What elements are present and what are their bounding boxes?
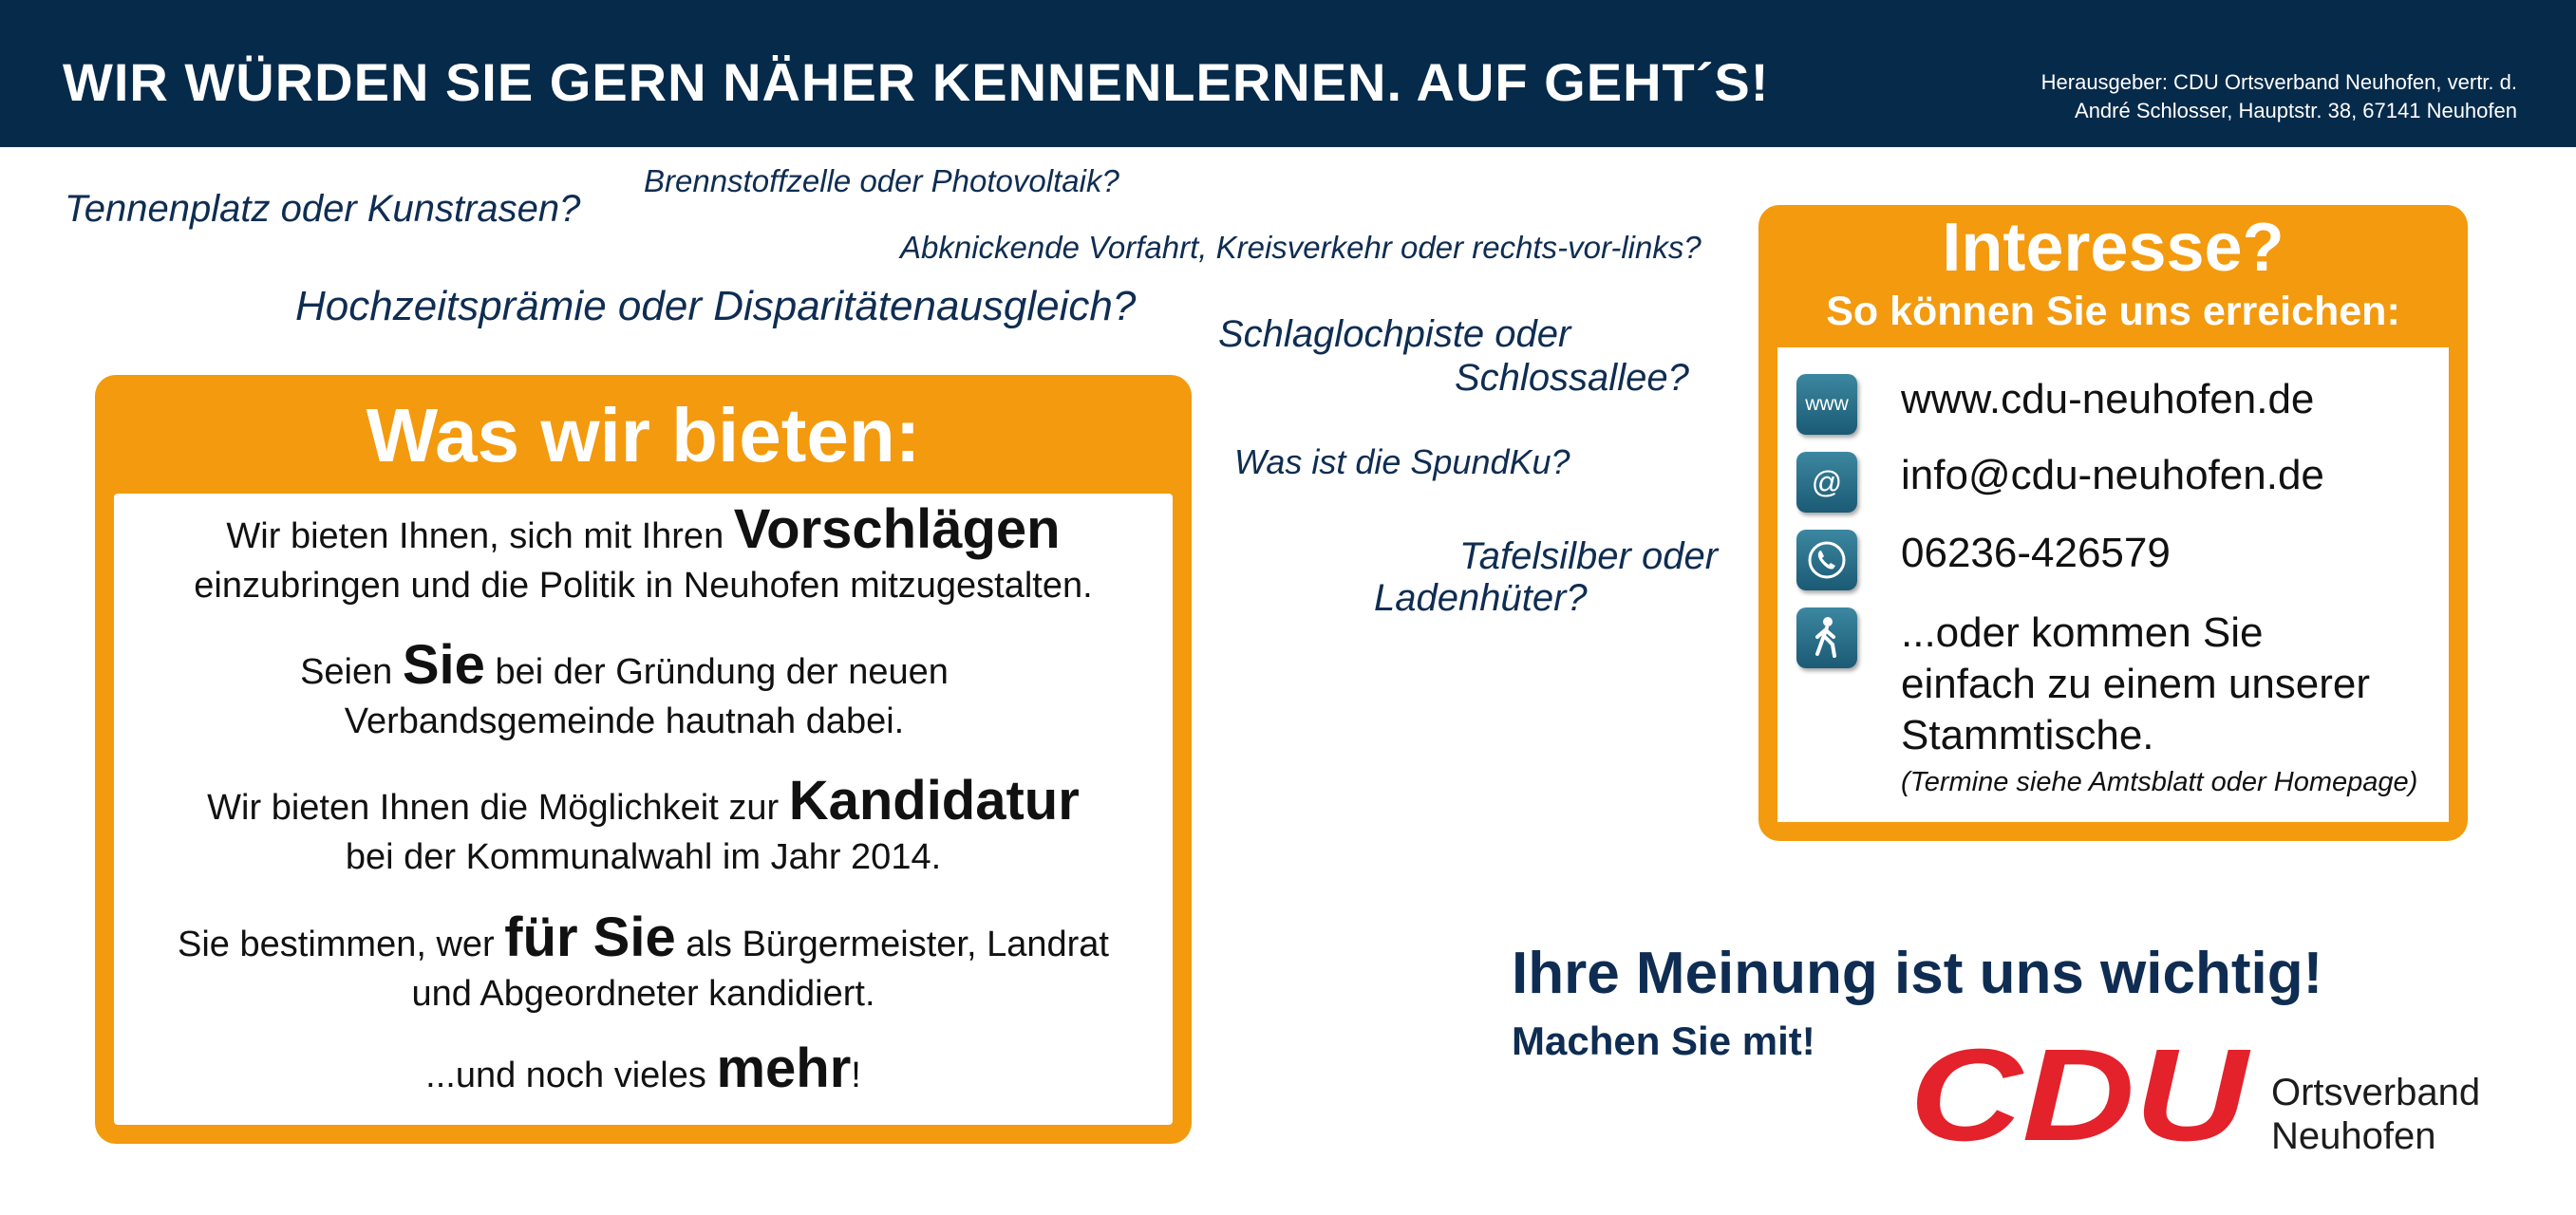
contact-list (1777, 347, 2449, 822)
header-banner (0, 0, 2576, 147)
offer-emphasis: Kandidatur (788, 770, 1080, 832)
question-subsidy: Hochzeitsprämie oder Disparitätenausgleich? (295, 283, 1137, 329)
offer-emphasis: Sie (402, 634, 485, 696)
question-silver-line-2: Ladenhüter? (1374, 577, 1588, 619)
offer-paragraph-candidacy (114, 770, 1173, 882)
offer-emphasis: Vorschlägen (733, 498, 1061, 560)
offer-line (95, 634, 1154, 697)
walking-person-icon (1796, 608, 1857, 668)
offer-line (114, 498, 1173, 561)
offer-emphasis: für Sie (504, 907, 676, 968)
visit-line: einfach zu einem unserer (1901, 661, 2371, 707)
offer-line: und Abgeordneter kandidiert. (411, 974, 875, 1014)
offer-text: Sie bestimmen, wer (178, 925, 505, 964)
phone-icon-glyph (1806, 539, 1848, 581)
header-title: WIR WÜRDEN SIE GERN NÄHER KENNENLERNEN. AUF GEHT´S! (63, 52, 1770, 112)
publisher-info (2041, 68, 2517, 125)
offer-text: ! (851, 1056, 861, 1095)
offer-text: als Bürgermeister, Landrat (675, 925, 1109, 964)
org-line-2: Neuhofen (2271, 1115, 2436, 1157)
offer-text: ...und noch vieles (425, 1056, 717, 1095)
contact-note: (Termine siehe Amtsblatt oder Homepage) (1901, 767, 2418, 797)
contact-website[interactable]: www.cdu-neuhofen.de (1901, 376, 2315, 422)
question-silver-line-1: Tafelsilber oder (1459, 535, 1719, 577)
publisher-line-1: Herausgeber: CDU Ortsverband Neuhofen, vertr. d. (2040, 70, 2517, 94)
visit-line: ...oder kommen Sie (1901, 609, 2264, 656)
contact-visit (1901, 608, 2370, 761)
offer-paragraph-suggestions (114, 498, 1173, 610)
offer-text: Wir bieten Ihnen die Möglichkeit zur (207, 788, 789, 828)
www-icon: www (1796, 374, 1857, 435)
org-name (2271, 1071, 2480, 1158)
question-traffic: Abknickende Vorfahrt, Kreisverkehr oder rechts-vor-links? (900, 230, 1702, 265)
contact-email[interactable]: info@cdu-neuhofen.de (1901, 452, 2324, 498)
question-spundku: Was ist die SpundKu? (1234, 442, 1570, 481)
offer-text: bei der Gründung der neuen (484, 652, 949, 692)
call-to-action: Machen Sie mit! (1512, 1019, 1815, 1063)
cdu-logo-text: CDU (1909, 1042, 2251, 1151)
question-sports-field: Tennenplatz oder Kunstrasen? (65, 188, 581, 230)
offer-line: Verbandsgemeinde hautnah dabei. (344, 701, 905, 741)
offer-paragraph-founding (95, 634, 1154, 746)
offer-box (95, 375, 1192, 1144)
contact-title: Interesse? (1942, 210, 2285, 286)
offer-line: einzubringen und die Politik in Neuhofen mitzugestalten. (194, 566, 1093, 606)
offer-line (114, 770, 1173, 832)
offer-line (114, 907, 1173, 969)
offer-emphasis: mehr (716, 1037, 852, 1099)
offer-title: Was wir bieten: (366, 393, 921, 477)
publisher-line-2: André Schlosser, Hauptstr. 38, 67141 Neuhofen (2075, 99, 2517, 122)
org-line-1: Ortsverband (2271, 1072, 2481, 1113)
email-icon: @ (1796, 452, 1857, 513)
offer-paragraph-more (114, 1037, 1173, 1100)
phone-icon (1796, 530, 1857, 590)
offer-text: Seien (300, 652, 403, 692)
question-energy: Brennstoffzelle oder Photovoltaik? (644, 163, 1119, 198)
contact-phone[interactable]: 06236-426579 (1901, 530, 2171, 576)
question-roads-line-2: Schlossallee? (1455, 357, 1689, 399)
question-roads-line-1: Schlaglochpiste oder (1218, 313, 1571, 355)
cdu-logo (1904, 1042, 2255, 1151)
walking-person-icon-glyph (1808, 616, 1846, 660)
offer-content (114, 494, 1173, 1125)
contact-box (1758, 205, 2468, 841)
offer-text: Wir bieten Ihnen, sich mit Ihren (226, 516, 734, 556)
visit-line: Stammtische. (1901, 712, 2154, 758)
offer-paragraph-decide (114, 907, 1173, 1019)
contact-subtitle: So können Sie uns erreichen: (1826, 289, 2400, 334)
offer-line: bei der Kommunalwahl im Jahr 2014. (345, 837, 942, 877)
tagline: Ihre Meinung ist uns wichtig! (1512, 941, 2323, 1006)
